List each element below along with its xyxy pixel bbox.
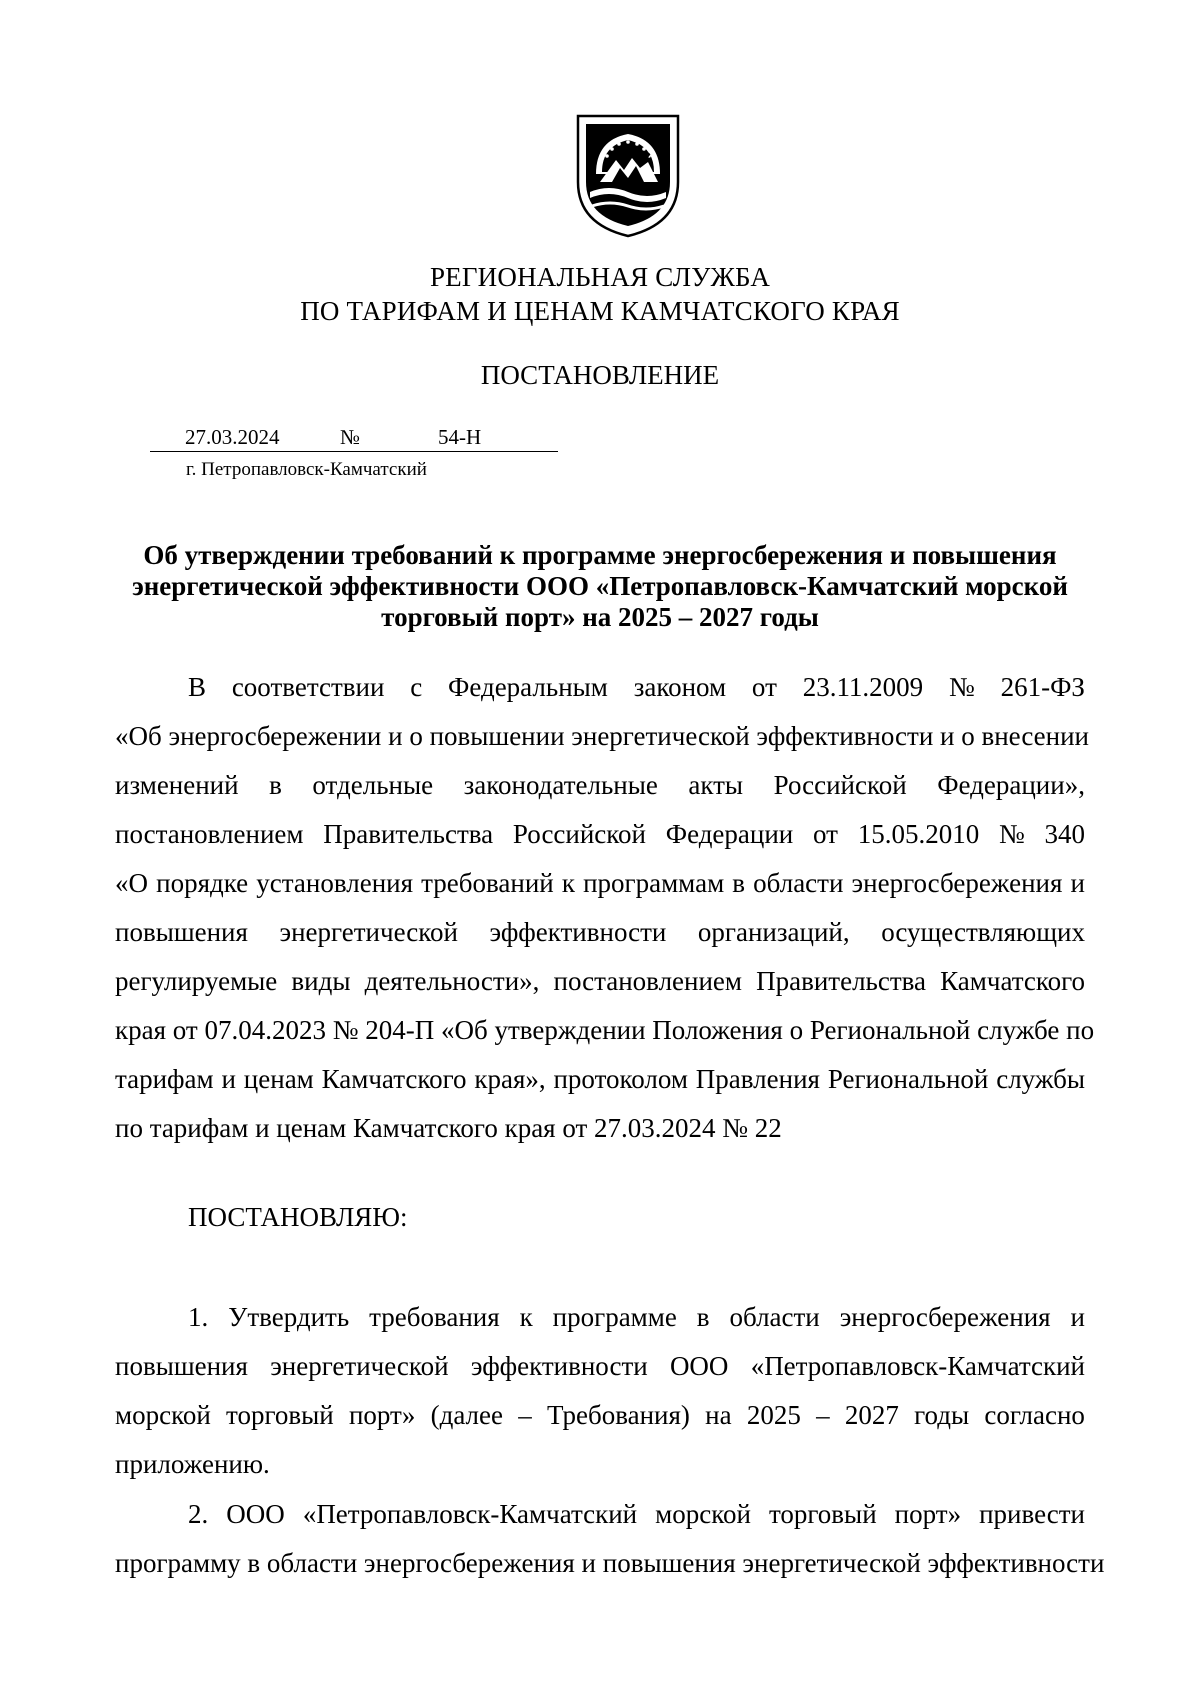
word: энергетической — [270, 1351, 449, 1381]
word: ООО — [669, 1351, 729, 1381]
word: на — [705, 1400, 732, 1430]
preamble-line-7: регулируемые виды деятельности», постановлением Правительства Камчатского — [115, 966, 1085, 996]
preamble-line-10: по тарифам и ценам Камчатского края от 27.03.2024 № 22 — [115, 1113, 782, 1143]
number-sign: № — [340, 425, 361, 449]
word: порт» — [348, 1400, 416, 1430]
word: (далее — [430, 1400, 504, 1430]
word: законом — [633, 672, 727, 702]
word: постановлением — [115, 819, 304, 849]
word: повышения — [115, 1351, 248, 1381]
preamble-line-1 — [115, 663, 1085, 712]
item1-line-4: приложению. — [115, 1449, 270, 1479]
word: энергетической — [279, 917, 458, 947]
word: к — [519, 1302, 533, 1332]
word: 23.11.2009 — [802, 672, 924, 702]
item2-line-2: программу в области энергосбережения и повышения энергетической эффективности — [115, 1548, 1105, 1578]
document-date: 27.03.2024 — [185, 425, 280, 449]
agency-name-line-2: ПО ТАРИФАМ И ЦЕНАМ КАМЧАТСКОГО КРАЯ — [300, 296, 900, 326]
word: 2027 — [844, 1400, 899, 1430]
word: 261-ФЗ — [1000, 672, 1085, 702]
preamble-line-4 — [115, 810, 1085, 859]
word: от — [813, 819, 838, 849]
word: Российской — [773, 770, 907, 800]
document-type: ПОСТАНОВЛЕНИЕ — [480, 360, 720, 390]
word: В — [188, 672, 207, 702]
title-line-2: энергетической эффективности ООО «Петропавловск-Камчатский морской — [132, 571, 1068, 601]
word: Федерации — [665, 819, 794, 849]
word: годы — [914, 1400, 970, 1430]
word: в — [696, 1302, 710, 1332]
word: с — [410, 672, 423, 702]
item2-line-1 — [115, 1490, 1085, 1539]
word: морской — [655, 1499, 751, 1529]
word: акты — [688, 770, 744, 800]
document-title — [115, 540, 1085, 633]
word: Российской — [512, 819, 646, 849]
document-number: 54-Н — [438, 425, 482, 449]
preamble-line-8: края от 07.04.2023 № 204-П «Об утверждении Положения о Региональной службе по — [115, 1015, 1095, 1045]
word: соответствии — [231, 672, 385, 702]
word: 1. — [188, 1302, 209, 1332]
word: 340 — [1044, 819, 1085, 849]
word: «Петропавловск-Камчатский — [750, 1351, 1085, 1381]
word: № — [998, 819, 1025, 849]
word: морской — [115, 1400, 211, 1430]
word: Правительства — [323, 819, 494, 849]
preamble-line-3 — [115, 761, 1085, 810]
word: Федеральным — [448, 672, 608, 702]
word: ООО — [226, 1499, 285, 1529]
word: в — [269, 770, 282, 800]
decree-item-1 — [115, 1293, 1085, 1489]
word: организаций, — [697, 917, 850, 947]
word: изменений — [115, 770, 239, 800]
word: – — [518, 1400, 532, 1430]
word: от — [751, 672, 777, 702]
word: торговый — [226, 1400, 334, 1430]
word: программе — [552, 1302, 677, 1332]
word: 2. — [188, 1499, 209, 1529]
word: «Петропавловск-Камчатский — [302, 1499, 638, 1529]
word: эффективности — [489, 917, 667, 947]
word: Федерации», — [937, 770, 1085, 800]
word: 2025 — [746, 1400, 801, 1430]
word: порт» — [894, 1499, 962, 1529]
word: Утвердить — [228, 1302, 350, 1332]
word: осуществляющих — [881, 917, 1085, 947]
decree-item-2 — [115, 1490, 1105, 1588]
preamble-paragraph — [115, 663, 1095, 1153]
word: законодательные — [463, 770, 658, 800]
preamble-line-5: «О порядке установления требований к программам в области энергосбережения и — [115, 868, 1085, 898]
word: требования — [369, 1302, 500, 1332]
word: № — [949, 672, 975, 702]
preamble-line-6 — [115, 908, 1085, 957]
kamchatka-coat-of-arms-icon — [574, 112, 682, 238]
word: энергосбережения — [839, 1302, 1051, 1332]
word: согласно — [984, 1400, 1085, 1430]
agency-name-line-1: РЕГИОНАЛЬНАЯ СЛУЖБА — [429, 262, 771, 292]
item1-line-1 — [115, 1293, 1085, 1342]
word: и — [1070, 1302, 1085, 1332]
word: привести — [979, 1499, 1085, 1529]
title-line-1: Об утверждении требований к программе энергосбережения и повышения — [143, 540, 1057, 570]
word: области — [729, 1302, 820, 1332]
word: отдельные — [312, 770, 434, 800]
title-line-3: торговый порт» на 2025 – 2027 годы — [381, 602, 819, 632]
word: повышения — [115, 917, 248, 947]
word: торговый — [768, 1499, 877, 1529]
word: Требования) — [547, 1400, 690, 1430]
word: – — [816, 1400, 830, 1430]
preamble-line-9: тарифам и ценам Камчатского края», протоколом Правления Региональной службы — [115, 1064, 1085, 1094]
preamble-line-2: «Об энергосбережении и о повышении энергетической эффективности и о внесении — [115, 721, 1089, 751]
item1-line-2 — [115, 1342, 1085, 1391]
word: 15.05.2010 — [857, 819, 980, 849]
word: эффективности — [470, 1351, 648, 1381]
document-city: г. Петропавловск-Камчатский — [186, 459, 427, 480]
decree-word: ПОСТАНОВЛЯЮ: — [188, 1202, 408, 1232]
item1-line-3 — [115, 1391, 1085, 1440]
